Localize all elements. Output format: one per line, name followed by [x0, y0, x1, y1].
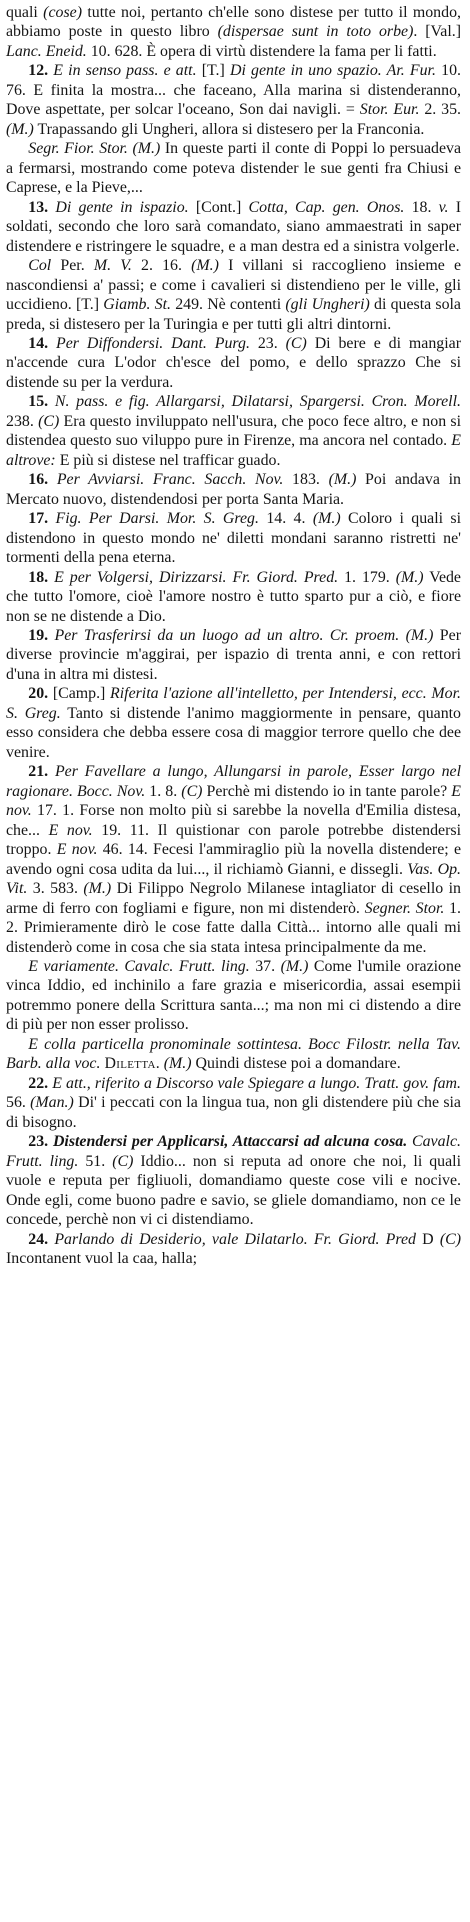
dictionary-entry — [6, 957, 461, 1035]
sense-number: 24. — [28, 1230, 49, 1248]
body-text: [Cont.] — [188, 198, 249, 216]
italic-text: E att., riferito a Discorso vale Spiegare a lungo. Tratt. gov. fam. — [52, 1074, 461, 1092]
italic-text: v. — [438, 198, 449, 216]
body-text — [48, 471, 57, 488]
body-text: tutte noi, pertanto ch'elle sono distese per tutto il mondo, abbiamo poste in questo libro — [6, 4, 461, 41]
dictionary-entry — [6, 139, 461, 197]
body-text: Era questo inviluppato nell'usura, che poco fece altro, e non si distendea questo suo viluppo pure in Firenze, ma ancora nel contado. — [6, 412, 461, 450]
italic-text: (C) — [285, 334, 307, 352]
dictionary-entry — [6, 470, 461, 509]
dictionary-entry — [6, 1035, 461, 1074]
italic-text: (M.) — [280, 957, 309, 975]
italic-text: Lanc. Eneid. — [6, 42, 87, 60]
dictionary-entry — [6, 1230, 461, 1269]
body-text: [Camp.] — [48, 685, 111, 703]
italic-text: E in senso pass. e att. — [53, 62, 197, 80]
dictionary-entry — [6, 198, 461, 256]
italic-text: (M.) — [405, 627, 434, 644]
italic-text: (M.) — [83, 880, 112, 898]
italic-text: (M.) — [6, 120, 34, 138]
dictionary-entry — [6, 568, 461, 626]
italic-text: (M.) — [132, 140, 161, 158]
italic-text: (M.) — [395, 568, 424, 586]
body-text: 10. 76. E finita la mostra... che faceano, Alla marina si distenderanno, Dove aspettate, per solcar l'oceano, Son dai navigli. = — [6, 62, 461, 119]
sense-number: 18. — [28, 568, 49, 586]
body-text: 3. 583. — [27, 880, 84, 898]
body-text: Iddio... non si reputa ad onore che noi, li quali vuole e reputa per figliuoli, domandiamo queste cose vili e nocive. Onde egli, come buono padre e savio, se gliele domandiamo, non ce le concede, perchè non vi ci distendiamo. — [6, 1152, 462, 1229]
sense-number: 14. — [28, 334, 49, 352]
italic-text: (C) — [38, 412, 60, 430]
dictionary-entry — [6, 684, 461, 762]
italic-text: Col — [28, 257, 52, 275]
italic-text: E altrove: — [6, 432, 461, 469]
body-text: 183. — [283, 471, 329, 489]
italic-text: Segner. Stor. — [364, 899, 445, 917]
italic-text: (cose) — [43, 4, 82, 21]
italic-text: (M.) — [163, 1055, 192, 1073]
body-text: Quindi distese poi a domandare. — [191, 1055, 401, 1073]
italic-text: Cotta, Cap. gen. Onos. — [248, 198, 405, 216]
italic-text: N. pass. e fig. Allargarsi, Dilatarsi, Spargersi. Cron. Morell. — [54, 393, 461, 411]
body-text: In queste parti il conte di Poppi lo persuadeva a fermarsi, mostrando come poteva distender le sue genti fra Chiusi e Caprese, e la Pieve,... — [6, 140, 461, 197]
sense-number: 13. — [28, 198, 49, 216]
dictionary-entry — [6, 61, 461, 139]
body-text: 14. 4. — [258, 510, 313, 528]
italic-text: Per Favellare a lungo, Allungarsi in parole, Esser largo nel ragionare. Bocc. Nov. — [6, 763, 461, 800]
body-text: Trapassando gli Ungheri, allora si distesero per la Franconia. — [33, 120, 425, 138]
body-text: Coloro i quali si distendono in questo mondo ne' diletti mondani saranno ristretti ne' tormenti della pena eterna. — [6, 510, 461, 567]
body-text: di questa sola preda, si distesero per la Turingia e per tutti gli altri dintorni. — [6, 296, 461, 333]
body-text: Di Filippo Negrolo Milanese intagliator di cesello in arme di ferro con fogliami e figure, non mi distenderò. — [6, 880, 461, 917]
italic-text: E colla particella pronominale sottintesa. Bocc Filostr. nella Tav. Barb. alla voc. — [6, 1035, 461, 1073]
sense-number: 23. — [28, 1133, 49, 1151]
sense-number: 19. — [28, 627, 49, 644]
italic-text: (M.) — [328, 471, 357, 489]
body-text: 2. 35. — [419, 101, 461, 119]
sense-number: 12. — [28, 62, 49, 80]
body-text: [T.] — [196, 62, 230, 80]
italic-text: E per Volgersi, Dirizzarsi. Fr. Giord. Pred. — [54, 568, 339, 586]
italic-text: (C) — [439, 1230, 461, 1248]
body-text: 238. — [6, 412, 39, 430]
italic-text: Per Trasferirsi da un luogo ad un altro. Cr. proem. — [54, 627, 400, 644]
body-text — [48, 763, 55, 780]
dictionary-entry — [6, 334, 461, 392]
dictionary-entry — [6, 762, 461, 957]
italic-text: Giamb. St. — [103, 296, 171, 314]
italic-text: Stor. Eur. — [359, 101, 420, 119]
body-text: 10. 628. È opera di virtù distendere la fama per li fatti. — [86, 42, 437, 60]
sense-heading: Distendersi per Applicarsi, Attaccarsi ad alcuna cosa. — [52, 1133, 408, 1151]
dictionary-entry — [6, 392, 461, 470]
body-text: Per. — [51, 257, 94, 275]
italic-text: Per Avviarsi. Franc. Sacch. Nov. — [56, 471, 284, 489]
body-text: Di bere e di mangiar n'accende cura L'odor ch'esce del pomo, e dello sprazzo Che si distende su per la verdura. — [6, 334, 461, 391]
body-text: . [Val.] — [413, 23, 461, 41]
italic-text: (C) — [112, 1152, 134, 1170]
italic-text: Riferita l'azione all'intelletto, per Intendersi, ecc. Mor. S. Greg. — [6, 685, 461, 722]
dictionary-entry — [6, 626, 461, 684]
body-text: Come l'umile orazione vinca Iddio, ed inchinilo a fare grazia e misericordia, assai esempii potremmo ponere della Scrittura santa...; ma non mi ci distendo a dire di più per non esser prolisso. — [6, 957, 461, 1034]
body-text: 2. 16. — [131, 257, 192, 275]
body-text: Incontanent vuol la caa, halla; — [6, 1250, 198, 1267]
italic-text: Parlando di Desiderio, vale Dilatarlo. Fr. Giord. Pred — [54, 1230, 416, 1248]
italic-text: (gli Ungheri) — [285, 296, 370, 314]
italic-text: Fig. Per Darsi. Mor. S. Greg. — [55, 510, 259, 528]
italic-text: E nov. — [6, 782, 461, 820]
italic-text: (Man.) — [30, 1094, 74, 1112]
body-text: 19. 11. Il quistionar con parole potrebbe distendersi troppo. — [6, 821, 461, 859]
body-text: 17. 1. Forse non molto più si sarebbe la novella d'Emilia distesa, che... — [6, 802, 461, 839]
body-text: 1. 8. — [145, 782, 182, 800]
body-text — [48, 393, 55, 410]
italic-text: (dispersae sunt in toto orbe) — [217, 23, 414, 41]
body-text: 18. — [404, 198, 439, 216]
body-text: 249. Nè contenti — [171, 296, 286, 314]
italic-text: Di gente in uno spazio. Ar. Fur. — [229, 62, 436, 80]
headword-ref: Diletta — [104, 1055, 156, 1073]
body-text: 1. 2. Primieramente dirò le cose fatte dalla Città... intorno alle quali mi distenderò come in cosa che sia stata intesa principalmente da me. — [6, 899, 462, 956]
body-text: E più si distese nel trafficar guado. — [55, 451, 281, 469]
body-text: 46. 14. Fecesi l'ammiraglio più la novella distendere; e avendo ogni cosa udita da lui..., il richiamò Gianni, e dissegli. — [6, 841, 462, 878]
body-text: Perchè mi distendo io in tante parole? — [202, 782, 452, 800]
body-text: Tanto si distende l'animo maggiormente in pensare, quanto esso considera che debba essere cosa di maggior terrore quello che dee venire. — [6, 704, 461, 761]
body-text: 23. — [249, 334, 286, 352]
italic-text: (M.) — [191, 257, 219, 275]
sense-number: 17. — [28, 510, 49, 528]
dictionary-entry — [6, 509, 461, 567]
sense-number: 16. — [28, 471, 49, 489]
dictionary-entry — [6, 1074, 461, 1132]
italic-text: E nov. — [56, 841, 98, 859]
dictionary-entry — [6, 256, 461, 334]
italic-text: Segr. Fior. Stor. — [28, 140, 128, 158]
italic-text: (C) — [181, 782, 203, 800]
sense-number: 20. — [28, 685, 49, 703]
italic-text: Di gente in ispazio. — [55, 198, 189, 216]
body-text: 37. — [249, 957, 281, 975]
italic-text: Vas. Op. Vit. — [6, 860, 461, 898]
body-text: Poi andava in Mercato nuovo, distendendosi per porta Santa Maria. — [6, 471, 461, 508]
body-text: . — [155, 1055, 164, 1073]
italic-text: Per Diffondersi. Dant. Purg. — [56, 334, 250, 352]
sense-number: 21. — [28, 763, 49, 781]
body-text: 51. — [78, 1152, 113, 1170]
italic-text: Cavalc. Frutt. ling. — [6, 1133, 461, 1170]
body-text: 56. — [6, 1094, 31, 1112]
italic-text: M. V. — [93, 257, 132, 275]
body-text: quali — [6, 4, 44, 21]
body-text: Per diverse provincie m'aggirai, per ispazio di trenta anni, e con rettori d'una in altra mi distesi. — [6, 627, 461, 683]
italic-text: (M.) — [312, 510, 341, 528]
body-text — [48, 335, 56, 352]
italic-text: E nov. — [48, 821, 93, 839]
italic-text: E variamente. Cavalc. Frutt. ling. — [28, 957, 250, 975]
body-text: I villani si raccoglieno insieme e nascondiensi a' passi; e come i cavalieri si distendieno per le ville, gli uccidieno. [T.] — [6, 257, 461, 314]
dictionary-entry — [6, 3, 461, 61]
body-text: D — [415, 1230, 440, 1248]
sense-number: 15. — [28, 393, 49, 411]
body-text: 1. 179. — [338, 568, 396, 586]
body-text: Di' i peccati con la lingua tua, non gli distendere più che sia di bisogno. — [6, 1094, 461, 1131]
dictionary-entry — [6, 1132, 461, 1229]
body-text: Vede che tutto l'omore, cioè l'amore nostro è tutto sparto pur a ciò, e fiore non se ne distende a Dio. — [6, 568, 461, 625]
sense-number: 22. — [28, 1074, 49, 1092]
body-text: I soldati, secondo che loro sarà comandato, siano ammaestrati in saper distendere e ristringere le squadre, e a man destra ed a sinistra volgerle. — [6, 198, 462, 255]
